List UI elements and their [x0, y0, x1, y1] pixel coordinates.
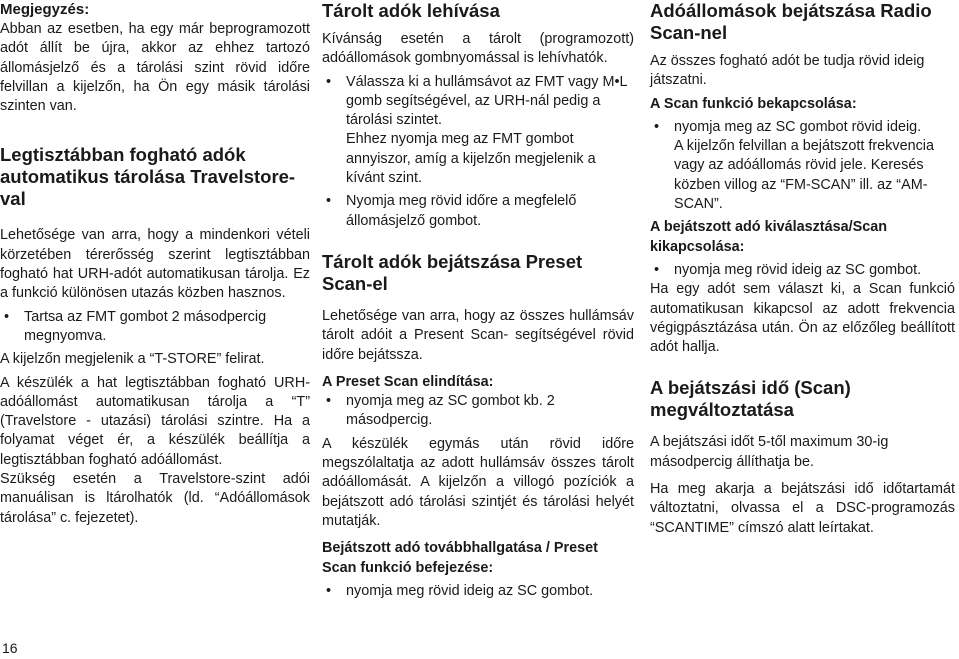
- recall-bullet-2: • Nyomja meg rövid időre a megfelelő állomásjelző gombot.: [322, 192, 634, 231]
- travelstore-para-3: Szükség esetén a Travelstore-szint adói manuálisan is ltárolhatók (ld. “Adóállomások tárolása” c. fejezetet).: [0, 471, 310, 526]
- section-heading-radio-scan: Adóállomások bejátszása Radio Scan-nel: [650, 0, 932, 43]
- travelstore-bullet: • Tartsa az FMT gombot 2 másodpercig megnyomva.: [0, 308, 310, 347]
- note-text: Abban az esetben, ha egy már beprogramozott adót állít be újra, akkor az ehhez tartozó állomásjelző és a tárolási szint rövid időre felvillan a kijelzőn, ha Ön egy másik tárolási szinten van.: [0, 21, 310, 115]
- radio-scan-select-heading: A bejátszott adó kiválasztása/Scan kikapcsolása:: [650, 219, 888, 255]
- scan-time-para-1: A bejátszási időt 5-től maximum 30-ig másodpercig állíthatja be.: [650, 434, 889, 470]
- preset-scan-bullet-1: • nyomja meg az SC gombot kb. 2 másodpercig.: [322, 392, 634, 431]
- scan-time-para-2: Ha meg akarja a bejátszási idő időtartamát változtatni, olvassa el a DSC-programozás “SCANTIME” címszó alatt leírtakat.: [650, 481, 955, 536]
- recall-bullet-1-cont: Ehhez nyomja meg az FMT gombot annyiszor, amíg a kijelzőn megjelenik a kívánt szint.: [346, 131, 596, 187]
- recall-bullet-1: • Válassza ki a hullámsávot az FMT vagy M•L gomb segítségével, az URH-nál pedig a tárolási szintet.: [322, 73, 634, 131]
- section-heading-scan-time: A bejátszási idő (Scan) megváltoztatása: [650, 377, 851, 421]
- preset-scan-intro: Lehetősége van arra, hogy az összes hullámsáv tárolt adóit a Present Scan- segítségével rövid időre bejátssza.: [322, 307, 634, 363]
- radio-scan-para: Ha egy adót sem választ ki, a Scan funkció automatikusan kikapcsol az adott frekvencia végigpásztázása után. Ön az előzőleg beállított adót hallja.: [650, 281, 955, 356]
- column-1: [0, 0, 310, 528]
- page-number: 16: [2, 640, 18, 656]
- radio-scan-intro: Az összes fogható adót be tudja rövid ideig játszatni.: [650, 53, 925, 89]
- column-2: [322, 0, 634, 601]
- preset-scan-bullet-2: • nyomja meg rövid ideig az SC gombot.: [322, 582, 634, 601]
- note-title: Megjegyzés:: [0, 1, 90, 18]
- section-heading-travelstore: Legtisztábban fogható adók automatikus tárolása Travelstore-val: [0, 144, 296, 210]
- travelstore-para-2: A készülék a hat legtisztábban fogható URH-adóállomást automatikusan tárolja a “T” (Travelstore - utazási) tárolási szintre. Ha a folyamat véget ér, a készülék beállítja a legtisztábban fogható adóállomást.: [0, 374, 310, 468]
- preset-scan-para: A készülék egymás után rövid időre megszólaltatja az adott hullámsáv összes tárolt adóállomását. A kijelzőn a villogó pozíciók a bejátszott adó tárolási szintjét és tárolási helyét mutatják.: [322, 435, 634, 529]
- travelstore-intro: Lehetősége van arra, hogy a mindenkori vételi körzetében térerősség szerint legtisztábban fogható hat URH-adót automatikusan tárolja. Ez a funkció különösen utazás közben hasznos.: [0, 227, 310, 302]
- radio-scan-bullet-2: • nyomja meg rövid ideig az SC gombot.: [650, 261, 955, 280]
- section-heading-preset-scan: Tárolt adók bejátszása Preset Scan-el: [322, 250, 583, 294]
- column-3: [650, 0, 955, 538]
- section-heading-recall: Tárolt adók lehívása: [322, 0, 500, 21]
- travelstore-para-1: A kijelzőn megjelenik a “T-STORE” felirat.: [0, 351, 265, 368]
- radio-scan-bullet-1-cont: A kijelzőn felvillan a bejátszott frekvencia vagy az adóállomás rövid jele. Keresés közben villog az “FM-SCAN” ill. az “AM-SCAN”.: [674, 138, 934, 213]
- radio-scan-start-heading: A Scan funkció bekapcsolása:: [650, 95, 857, 112]
- preset-scan-stop-heading: Bejátszott adó továbbhallgatása / Preset Scan funkció befejezése:: [322, 540, 598, 576]
- radio-scan-bullet-1: • nyomja meg az SC gombot rövid ideig.: [650, 118, 955, 137]
- recall-intro: Kívánság esetén a tárolt (programozott) adóállomások gombnyomással is lehívhatók.: [322, 31, 634, 67]
- preset-scan-start-heading: A Preset Scan elindítása:: [322, 373, 494, 390]
